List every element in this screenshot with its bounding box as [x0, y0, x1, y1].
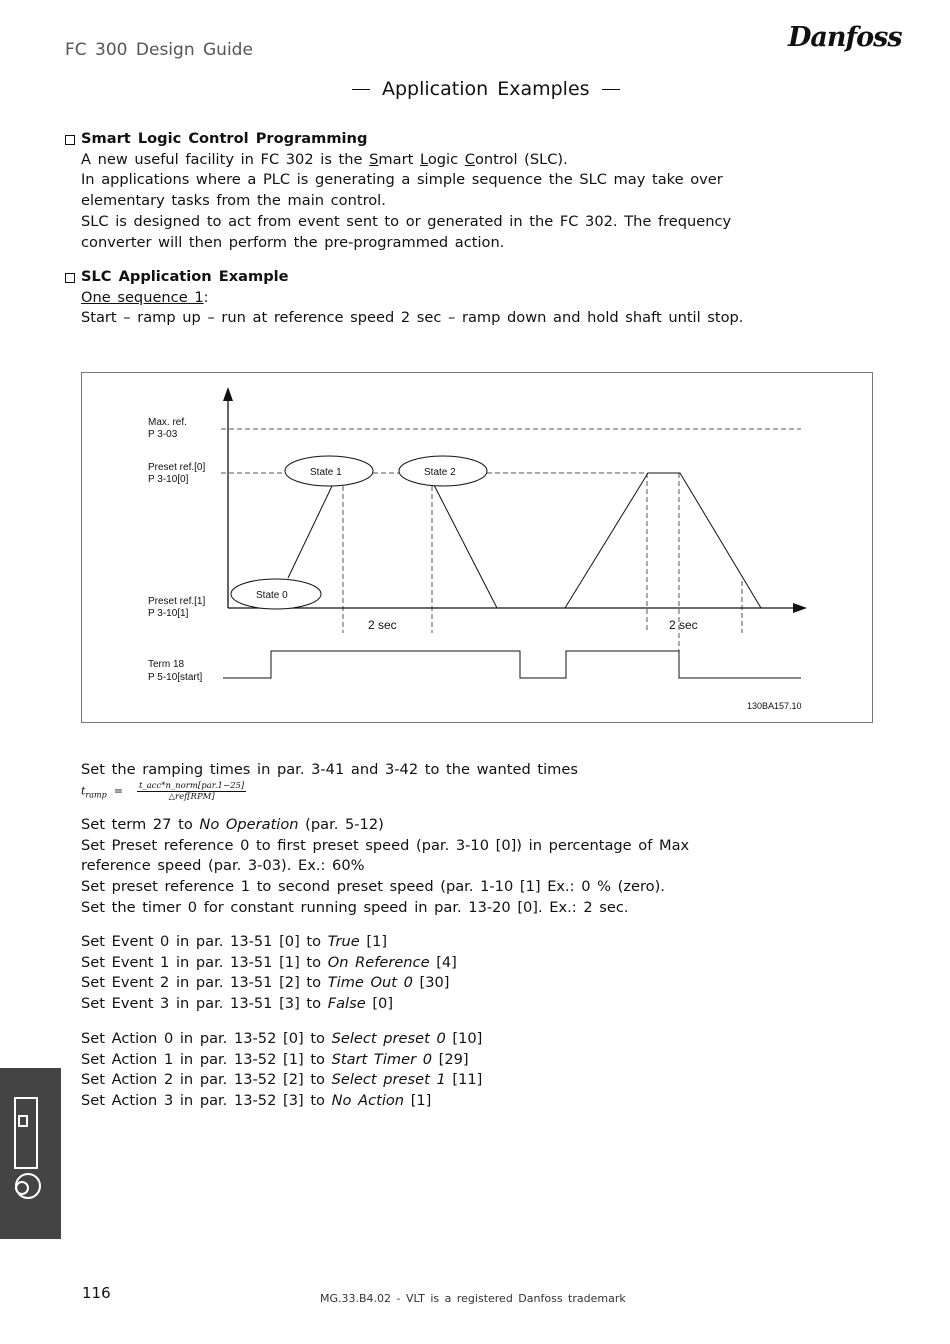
chapter-tab — [0, 1068, 61, 1239]
danfoss-logo: Danfoss — [788, 22, 902, 53]
footer-text: MG.33.B4.02 - VLT is a registered Danfoss trademark — [320, 1292, 626, 1305]
list-item: Set Action 1 in par. 13-52 [1] to Start Timer 0 [29] — [81, 1050, 469, 1068]
drive-motor-icon — [0, 1068, 61, 1239]
slc-block: Smart Logic Control Programming A new useful facility in FC 302 is the Smart Logic Control (SLC). In applications where a PLC is generating a simple sequence the SLC may take over elementary tasks from the main control. SLC is designed to act from event sent to or generated in the FC 302. The frequency converter will then perform the pre-programmed action. — [81, 129, 731, 253]
actions-list — [81, 1029, 482, 1112]
preset1-param: P 3-10[1] — [148, 608, 189, 619]
list-item: Set Event 0 in par. 13-51 [0] to True [1] — [81, 933, 388, 950]
list-item: Set Event 3 in par. 13-51 [3] to False [0] — [81, 995, 394, 1013]
page-number: 116 — [82, 1284, 111, 1302]
preset0-param: P 3-10[0] — [148, 474, 189, 485]
list-item: Set Action 3 in par. 13-52 [3] to No Action [1] — [81, 1092, 432, 1110]
state0-label: State 0 — [256, 590, 288, 601]
section-title: Application Examples — [340, 78, 632, 100]
list-item: Set Preset reference 0 to first preset speed (par. 3-10 [0]) in percentage of Max — [81, 836, 690, 854]
timer-label-2: 2 sec — [669, 618, 698, 632]
header-title: FC 300 Design Guide — [65, 40, 253, 60]
list-item: Set Event 2 in par. 13-51 [2] to Time Out 0 [30] — [81, 974, 450, 992]
bullet-icon — [65, 135, 75, 145]
timer-label-1: 2 sec — [368, 618, 397, 632]
term18-label: Term 18 — [148, 659, 185, 670]
formula-intro: Set the ramping times in par. 3-41 and 3-42 to the wanted times — [81, 761, 578, 778]
list-item: Set Action 2 in par. 13-52 [2] to Select preset 1 [11] — [81, 1071, 483, 1089]
slc-timing-diagram — [81, 372, 873, 723]
state1-label: State 1 — [310, 467, 342, 478]
figure-code: 130BA157.10 — [747, 701, 802, 711]
list-item: Set Action 0 in par. 13-52 [0] to Select preset 0 [10] — [81, 1030, 483, 1047]
term18-param: P 5-10[start] — [148, 672, 203, 683]
preset1-label: Preset ref.[1] — [148, 596, 206, 607]
ramp-formula: $t_{ramp}$ = $\frac{\text{t\_acc*n\_norm[par.1−25]}}{\text{△ref[RPM]}}$ — [81, 781, 245, 802]
events-list — [81, 932, 457, 1015]
max-ref-label: Max. ref. — [148, 417, 187, 428]
list-item: Set Event 1 in par. 13-51 [1] to On Reference [4] — [81, 953, 457, 971]
list-item: Set term 27 to No Operation (par. 5-12) — [81, 816, 384, 833]
preset0-label: Preset ref.[0] — [148, 462, 206, 473]
settings-list — [81, 815, 689, 919]
bullet-icon — [65, 273, 75, 283]
list-item: Set preset reference 1 to second preset speed (par. 1-10 [1] Ex.: 0 % (zero). — [81, 878, 665, 896]
list-item: Set the timer 0 for constant running speed in par. 13-20 [0]. Ex.: 2 sec. — [81, 898, 629, 916]
max-ref-param: P 3-03 — [148, 429, 178, 440]
state2-label: State 2 — [424, 467, 456, 478]
list-item: reference speed (par. 3-03). Ex.: 60% — [81, 857, 365, 875]
example-block: SLC Application Example One sequence 1: Start – ramp up – run at reference speed 2 sec – ramp down and hold shaft until stop. — [81, 267, 743, 329]
